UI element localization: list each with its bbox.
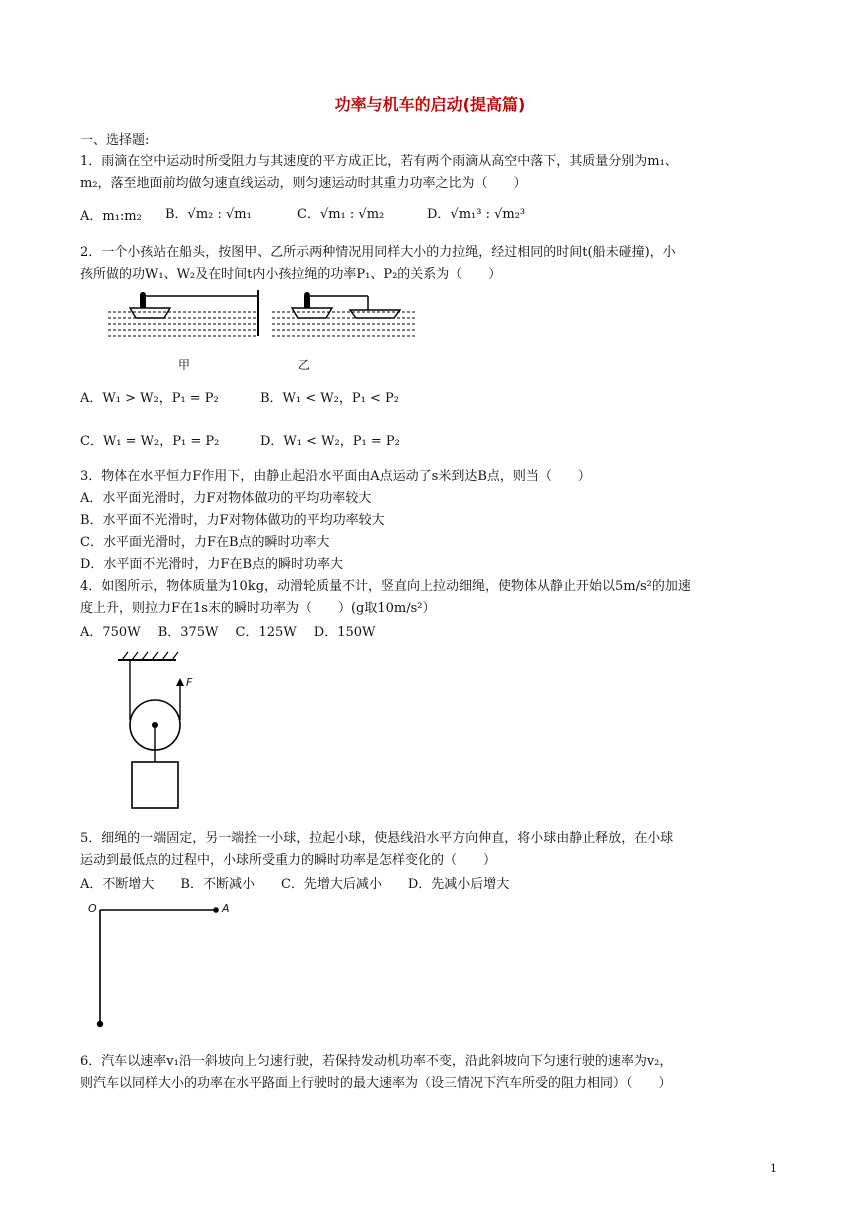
q3-option-b: B．水平面不光滑时，力F对物体做功的平均功率较大 [80,513,385,528]
q5-text-line1: 5．细绳的一端固定，另一端拴一小球，拉起小球，使悬线沿水平方向伸直，将小球由静止释放，在小球 [80,831,674,846]
page-number: 1 [770,1162,777,1175]
q3-option-a: A．水平面光滑时，力F对物体做功的平均功率较大 [80,491,372,506]
figure-yi [272,292,416,336]
q4-figure-pulley [110,650,200,812]
point-label-o: O [88,902,97,915]
q2-option-a: A．W₁ > W₂，P₁ = P₂ [80,391,219,406]
q1-text-line2: m₂，落至地面前均做匀速直线运动，则匀速运动时其重力功率之比为（ ） [80,176,527,191]
q2-text-line2: 孩所做的功W₁、W₂及在时间t内小孩拉绳的功率P₁、P₂的关系为（ ） [80,267,502,282]
q1-option-b: B．√m₂ : √m₁ [165,207,252,222]
q6-text-line1: 6．汽车以速率v₁沿一斜坡向上匀速行驶，若保持发动机功率不变，沿此斜坡向下匀速行驶的速率为v₂， [80,1054,673,1069]
q3-text: 3．物体在水平恒力F作用下，由静止起沿水平面由A点运动了s米到达B点，则当（ ） [80,469,591,484]
q2-figure-boats [100,290,420,370]
q1-option-c: C．√m₁ : √m₂ [297,207,385,222]
q1-option-a: A．m₁:m₂ [80,209,142,224]
figure-jia [108,290,258,336]
q1-option-d: D．√m₁³ : √m₂³ [427,207,526,222]
q5-text-line2: 运动到最低点的过程中，小球所受重力的瞬时功率是怎样变化的（ ） [80,853,497,868]
section-heading: 一、选择题: [80,133,150,148]
point-label-a: A [222,902,230,915]
q5-options: A．不断增大 B．不断减小 C．先增大后减小 D．先减小后增大 [80,877,510,892]
page-title: 功率与机车的启动(提高篇) [334,95,526,114]
q5-figure-pendulum [88,900,238,1034]
q4-text-line2: 度上升，则拉力F在1s末的瞬时功率为（ ）(g取10m/s²） [80,601,436,616]
q1-text-line1: 1．雨滴在空中运动时所受阻力与其速度的平方成正比，若有两个雨滴从高空中落下，其质量分别为m₁、 [80,154,678,169]
q2-text-line1: 2．一个小孩站在船头，按图甲、乙所示两种情况用同样大小的力拉绳，经过相同的时间t(船未碰撞)，小 [80,245,676,260]
force-label: F [186,676,193,689]
figure-label-yi: 乙 [298,358,311,372]
q3-option-d: D．水平面不光滑时，力F在B点的瞬时功率大 [80,557,343,572]
q2-option-d: D．W₁ < W₂，P₁ = P₂ [260,434,400,449]
figure-label-jia: 甲 [178,358,191,372]
q4-options: A．750W B．375W C．125W D．150W [80,625,376,640]
q2-option-c: C．W₁ = W₂，P₁ = P₂ [80,434,220,449]
q4-text-line1: 4．如图所示，物体质量为10kg，动滑轮质量不计，竖直向上拉动细绳，使物体从静止开始以5m/s²的加速 [80,579,691,594]
q2-option-b: B．W₁ < W₂，P₁ < P₂ [260,391,399,406]
q6-text-line2: 则汽车以同样大小的功率在水平路面上行驶时的最大速率为（设三情况下汽车所受的阻力相同）（ ） [80,1076,672,1091]
q3-option-c: C．水平面光滑时，力F在B点的瞬时功率大 [80,535,330,550]
